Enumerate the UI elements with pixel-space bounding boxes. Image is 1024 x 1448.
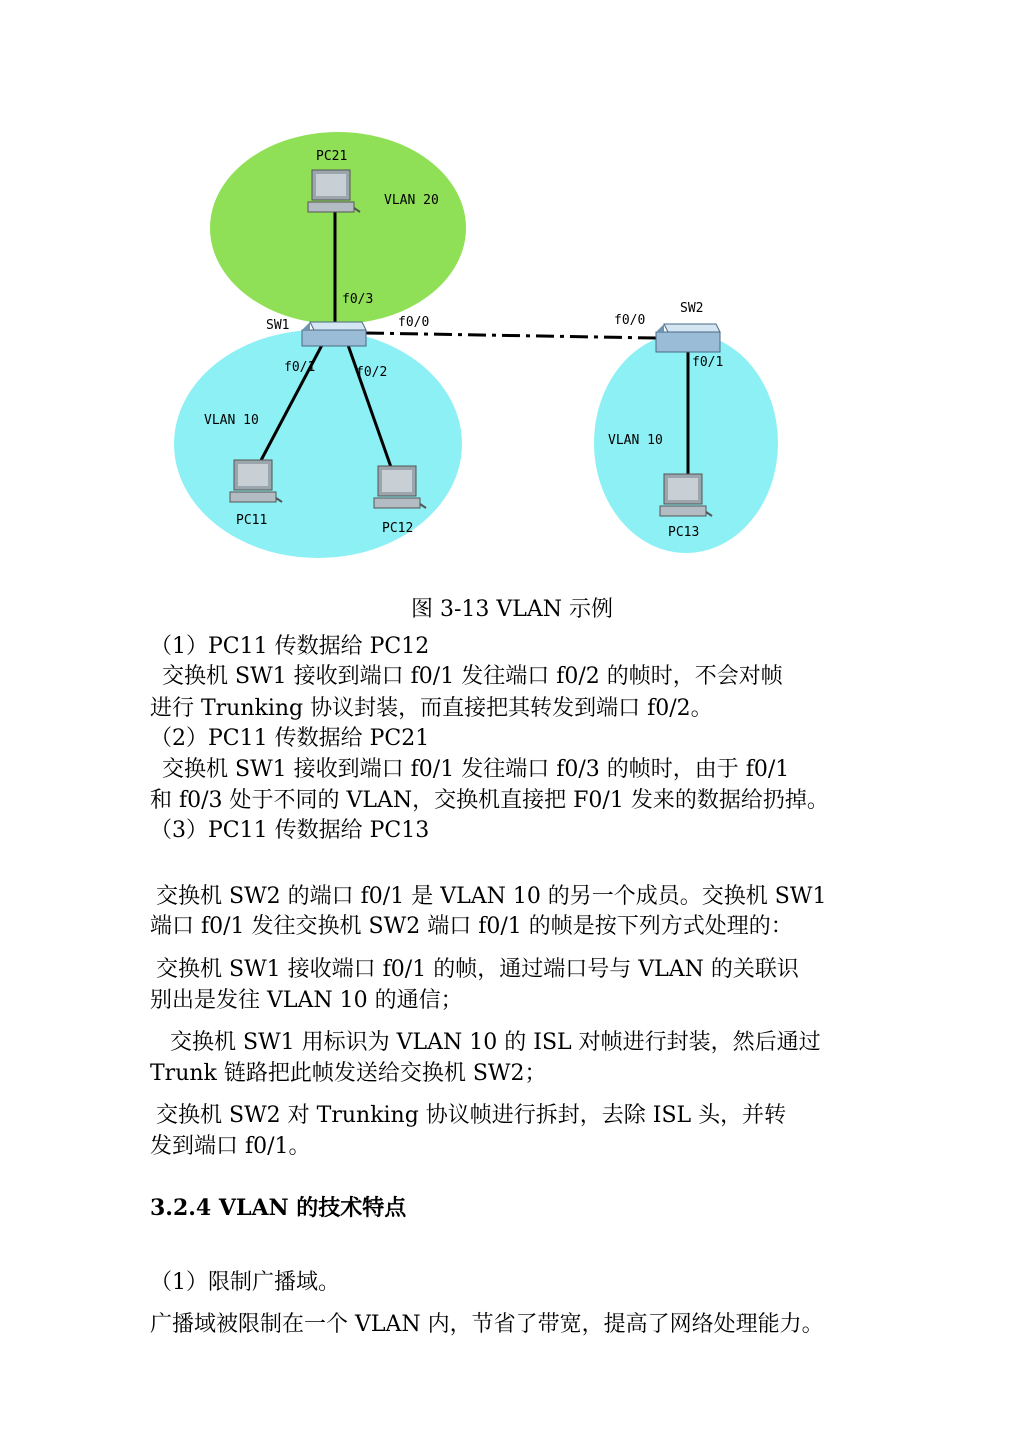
text-line: （1）限制广播域。 [150, 1270, 340, 1295]
text-line: （2）PC11 传数据给 PC21 [150, 726, 430, 751]
pc12-label: PC12 [382, 521, 414, 536]
text-line: 和 f0/3 处于不同的 VLAN，交换机直接把 F0/1 发来的数据给扔掉。 [150, 788, 829, 813]
text-line: 广播域被限制在一个 VLAN 内，节省了带宽，提高了网络处理能力。 [150, 1312, 824, 1337]
port-sw1-f00-label: f0/0 [398, 315, 430, 330]
text-line: 交换机 SW1 用标识为 VLAN 10 的 ISL 对帧进行封装，然后通过 [170, 1030, 821, 1055]
text-line: 交换机 SW1 接收到端口 f0/1 发往端口 f0/2 的帧时，不会对帧 [162, 664, 783, 689]
switch-sw1-icon [302, 322, 366, 346]
port-sw1-f02-label: f0/2 [356, 365, 388, 380]
vlan-network-diagram [0, 0, 1024, 580]
port-sw1-f01-label: f0/1 [284, 360, 316, 375]
trunk-link [366, 333, 656, 338]
text-line: 端口 f0/1 发往交换机 SW2 端口 f0/1 的帧是按下列方式处理的： [150, 914, 793, 939]
text-line: （1）PC11 传数据给 PC12 [150, 634, 430, 659]
text-line: （3）PC11 传数据给 PC13 [150, 818, 430, 843]
port-sw2-f01-label: f0/1 [692, 355, 724, 370]
vlan10-right-label: VLAN 10 [608, 433, 663, 448]
text-line: 交换机 SW2 对 Trunking 协议帧进行拆封，去除 ISL 头，并转 [156, 1103, 787, 1128]
vlan10-left-region [174, 330, 462, 558]
text-line: 进行 Trunking 协议封装，而直接把其转发到端口 f0/2。 [150, 696, 713, 721]
sw2-label: SW2 [680, 301, 704, 316]
figure-caption: 图 3-13 VLAN 示例 [410, 597, 614, 622]
sw1-label: SW1 [266, 318, 290, 333]
text-line: 别出是发往 VLAN 10 的通信； [150, 988, 463, 1013]
text-line: Trunk 链路把此帧发送给交换机 SW2； [150, 1061, 547, 1086]
text-line: 交换机 SW1 接收端口 f0/1 的帧，通过端口号与 VLAN 的关联识 [156, 957, 799, 982]
pc11-label: PC11 [236, 513, 268, 528]
section-heading: 3.2.4 VLAN 的技术特点 [150, 1195, 407, 1221]
pc13-label: PC13 [668, 525, 700, 540]
port-sw2-f00-label: f0/0 [614, 313, 646, 328]
text-line: 交换机 SW2 的端口 f0/1 是 VLAN 10 的另一个成员。交换机 SW1 [156, 884, 827, 909]
port-sw1-f03-label: f0/3 [342, 292, 374, 307]
text-line: 交换机 SW1 接收到端口 f0/1 发往端口 f0/3 的帧时，由于 f0/1 [162, 757, 790, 782]
vlan10-left-label: VLAN 10 [204, 413, 259, 428]
text-line: 发到端口 f0/1。 [150, 1134, 311, 1159]
switch-sw2-icon [656, 324, 720, 352]
vlan20-label: VLAN 20 [384, 193, 439, 208]
pc21-label: PC21 [316, 149, 348, 164]
